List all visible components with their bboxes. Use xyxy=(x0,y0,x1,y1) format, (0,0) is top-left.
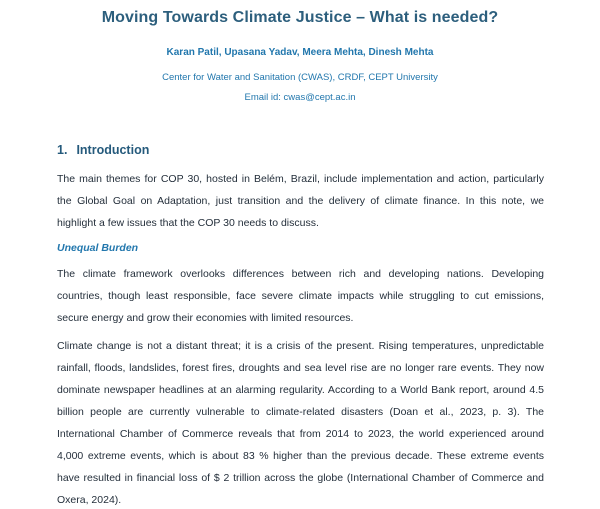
section-number: 1. xyxy=(57,143,68,157)
subheading-unequal-burden: Unequal Burden xyxy=(57,242,139,254)
paragraph-climate-crisis: Climate change is not a distant threat; it is a crisis of the present. Rising temperatures, unpredictable rainfall, floods, landslides, forest fires, droughts and sea level rise are no longer rare events. They now dominate newspaper headlines at an alarming regularity. According to a World Bank report, around 4.5 billion people are currently vulnerable to climate-related disasters (Doan et al., 2023, p. 3). The International Chamber of Commerce reveals that from 2014 to 2023, the world experienced around 4,000 extreme events, which is about 83 % higher than the previous decade. These extreme events have resulted in financial loss of $ 2 trillion across the globe (International Chamber of Commerce and Oxera, 2024). xyxy=(57,340,544,506)
authors-line: Karan Patil, Upasana Yadav, Meera Mehta, Dinesh Mehta xyxy=(166,47,434,58)
paragraph-intro: The main themes for COP 30, hosted in Belém, Brazil, include implementation and action, particularly the Global Goal on Adaptation, just transition and the delivery of climate finance. In this note, we highlight a few issues that the COP 30 needs to discuss. xyxy=(57,173,544,229)
affiliation-line: Center for Water and Sanitation (CWAS), CRDF, CEPT University xyxy=(162,72,438,83)
page-title: Moving Towards Climate Justice – What is needed? xyxy=(101,9,499,26)
document-body xyxy=(57,143,544,509)
paragraph-unequal-burden: The climate framework overlooks differences between rich and developing nations. Developing countries, though least responsible, face severe climate impacts while struggling to cut emissions, secure energy and grow their economies with limited resources. xyxy=(57,268,544,324)
section-heading-introduction xyxy=(57,143,544,158)
email-line: Email id: cwas@cept.ac.in xyxy=(244,92,356,103)
section-heading-label: Introduction xyxy=(76,143,150,157)
